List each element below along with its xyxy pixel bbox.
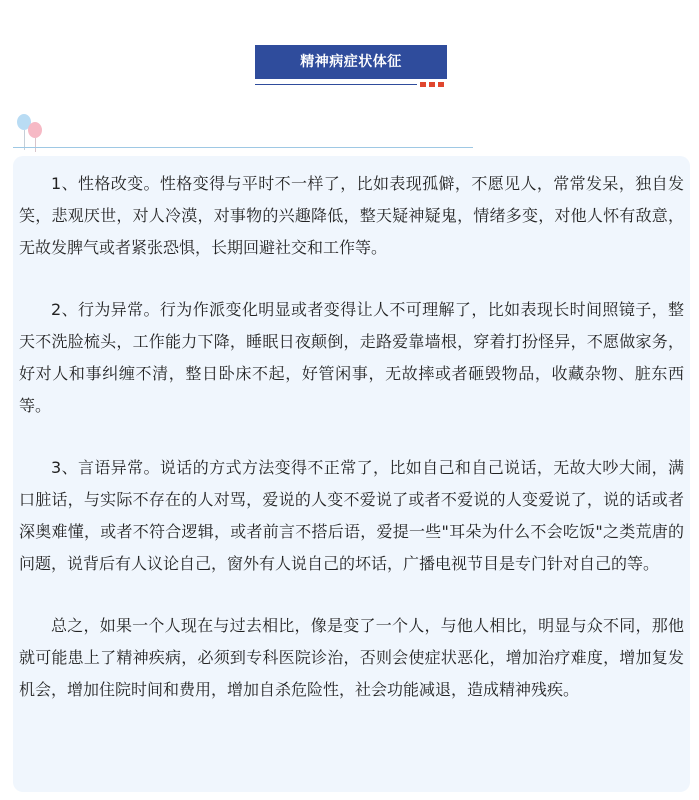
balloon-string bbox=[35, 138, 36, 152]
divider-line bbox=[13, 147, 473, 148]
paragraph-personality-change: 1、性格改变。性格变得与平时不一样了，比如表现孤僻，不愿见人，常常发呆，独自发笑，悲观厌世，对人冷漠，对事物的兴趣降低，整天疑神疑鬼，情绪多变，对他人怀有敌意，无故发脾气或者紧张恐惧，长期回避社交和工作等。 bbox=[19, 174, 684, 257]
balloons-decoration-icon bbox=[13, 114, 47, 154]
article-body bbox=[13, 156, 690, 792]
paragraph-summary: 总之，如果一个人现在与过去相比，像是变了一个人，与他人相比，明显与众不同，那他就可能患上了精神疾病，必须到专科医院诊治，否则会使症状恶化，增加治疗难度，增加复发机会，增加住院时间和费用，增加自杀危险性，社会功能减退，造成精神残疾。 bbox=[19, 616, 684, 699]
accent-square bbox=[429, 82, 435, 87]
title-banner bbox=[255, 45, 447, 90]
pink-balloon-icon bbox=[28, 122, 42, 138]
accent-square bbox=[438, 82, 444, 87]
accent-square bbox=[420, 82, 426, 87]
title-underline bbox=[255, 84, 417, 85]
paragraph-speech-abnormal: 3、言语异常。说话的方式方法变得不正常了，比如自己和自己说话，无故大吵大闹，满口脏话，与实际不存在的人对骂，爱说的人变不爱说了或者不爱说的人变爱说了，说的话或者深奥难懂，或者不符合逻辑，或者前言不搭后语，爱提一些"耳朵为什么不会吃饭"之类荒唐的问题，说背后有人议论自己，窗外有人说自己的坏话，广播电视节目是专门针对自己的等。 bbox=[19, 458, 684, 573]
paragraph-behavior-abnormal: 2、行为异常。行为作派变化明显或者变得让人不可理解了，比如表现长时间照镜子，整天不洗脸梳头，工作能力下降，睡眠日夜颠倒，走路爱靠墙根，穿着打扮怪异，不愿做家务，好对人和事纠缠不清，整日卧床不起，好管闲事，无故摔或者砸毁物品，收藏杂物、脏东西等。 bbox=[19, 300, 684, 415]
page-title: 精神病症状体征 bbox=[255, 45, 447, 79]
